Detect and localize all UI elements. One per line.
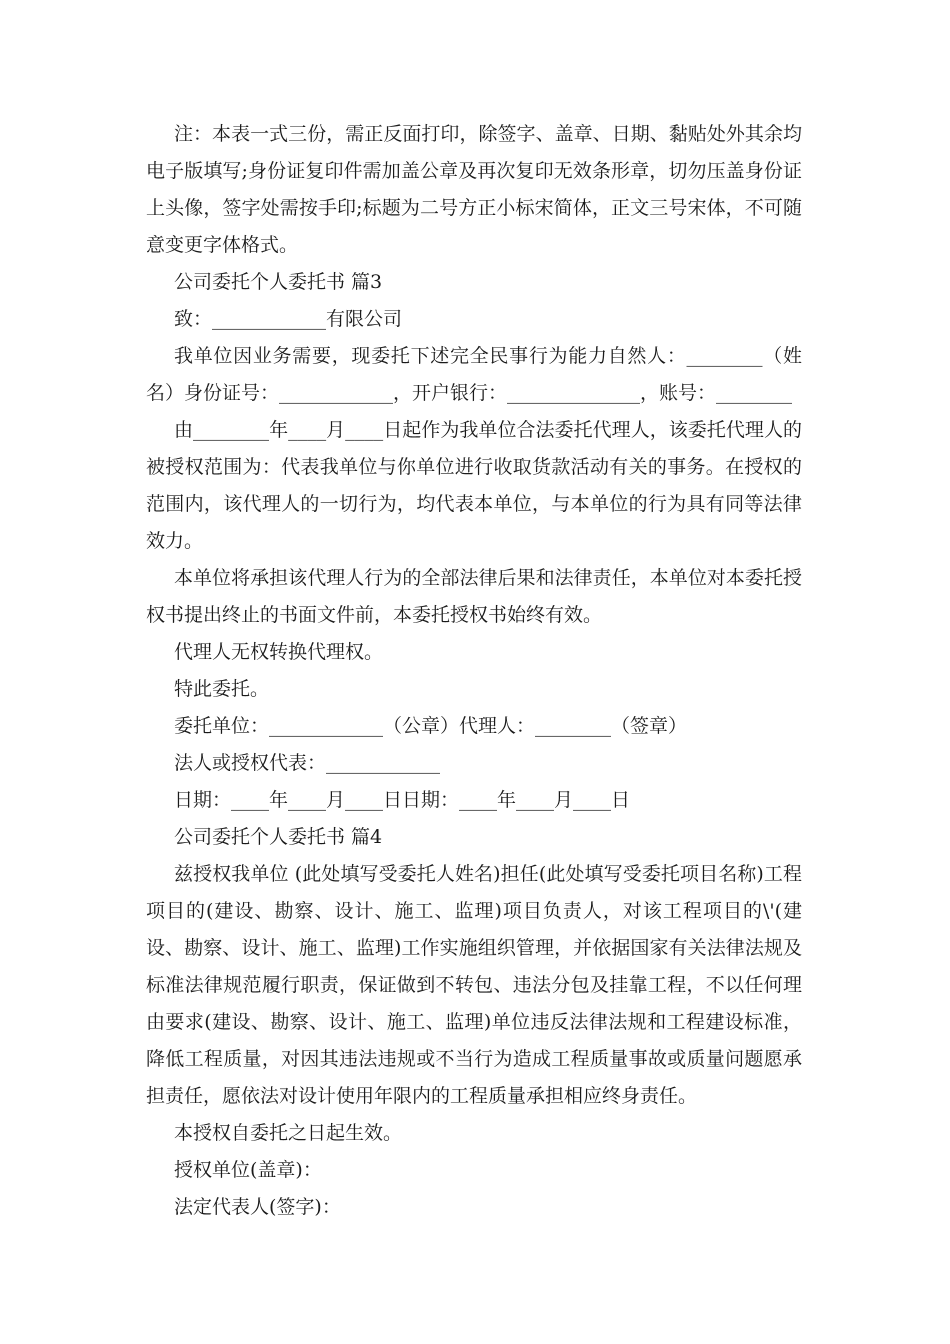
section-heading-3: 公司委托个人委托书 篇3 [174,271,383,293]
project-authorization-paragraph: 兹授权我单位 (此处填写受委托人姓名)担任(此处填写受委托项目名称)工程项目的(建设、勘察、设计、施工、监理)项目负责人，对该工程项目的\'(建设、勘察、设计、施工、监理)工作实施组织管理，并依据国家有关法律法规及标准法律规范履行职责，保证做到不转包、违法分包及挂靠工程，不以任何理由要求(建设、勘察、设计、施工、监理)单位违反法律法规和工程建设标准，降低工程质量，对因其违法违规或不当行为造成工程质量事故或质量问题愿承担责任，愿依法对设计使用年限内的工程质量承担相应终身责任。 [146,863,802,1107]
liability-paragraph: 本单位将承担该代理人行为的全部法律后果和法律责任，本单位对本委托授权书提出终止的书面文件前，本委托授权书始终有效。 [146,567,802,626]
note-paragraph: 注：本表一式三份，需正反面打印，除签字、盖章、日期、黏贴处外其余均电子版填写;身份证复印件需加盖公章及再次复印无效条形章，切勿压盖身份证上头像，签字处需按手印;标题为二号方正小标宋简体，正文三号宋体，不可随意变更字体格式。 [146,123,802,256]
authorizing-unit-line: 授权单位(盖章)： [174,1159,322,1181]
effective-line: 本授权自委托之日起生效。 [174,1122,403,1144]
date-line: 日期：____年____月____日日期：____年____月____日 [174,789,631,811]
authorization-scope-paragraph: 由________年____月____日起作为我单位合法委托代理人，该委托代理人的被授权范围为：代表我单位与你单位进行收取货款活动有关的事务。在授权的范围内，该代理人的一切行为，均代表本单位，与本单位的行为具有同等法律效力。 [146,419,802,552]
legal-rep-line: 法人或授权代表：____________ [174,752,441,774]
signature-line: 委托单位：____________（公章）代理人：________（签章） [174,715,688,737]
closing-line: 特此委托。 [174,678,270,700]
addressee-line: 致：____________有限公司 [174,308,403,330]
no-transfer-line: 代理人无权转换代理权。 [174,641,384,663]
section-heading-4: 公司委托个人委托书 篇4 [174,826,383,848]
document-body [146,116,802,1226]
principal-info-paragraph: 我单位因业务需要，现委托下述完全民事行为能力自然人：________（姓名）身份证号：____________，开户银行：______________，账号：________ [146,345,802,404]
legal-representative-line: 法定代表人(签字)： [174,1196,341,1218]
